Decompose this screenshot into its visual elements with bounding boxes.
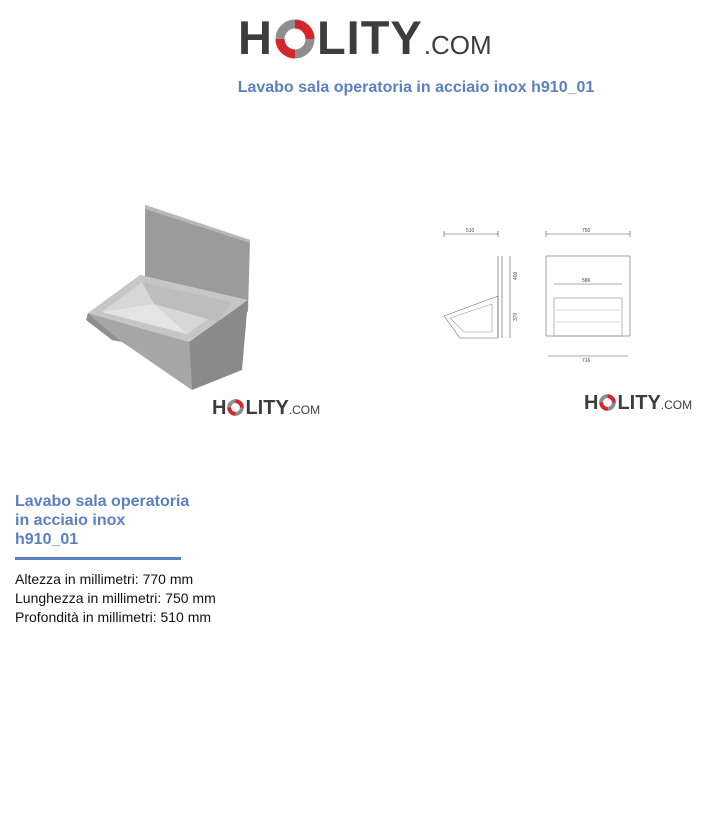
- logo-domain: .COM: [423, 30, 492, 60]
- spec-height: Altezza in millimetri: 770 mm: [15, 571, 194, 587]
- logo-domain: .COM: [660, 398, 693, 412]
- logo-ring-icon: [275, 19, 315, 59]
- dim-front-base-width: 716: [582, 358, 591, 364]
- dim-side-lower-height: 370: [513, 312, 519, 321]
- dim-front-width: 750: [582, 228, 591, 234]
- dim-front-inner-width: 586: [582, 278, 591, 284]
- technical-drawing: [436, 226, 640, 366]
- product-title-line: in acciaio inox: [15, 512, 126, 529]
- logo-letter-h: H: [584, 392, 599, 414]
- logo-letters: LITY: [316, 11, 423, 64]
- title-underline: [15, 557, 181, 560]
- logo-letter-h: H: [212, 397, 227, 419]
- logo-letters: LITY: [617, 392, 661, 414]
- dim-side-upper-height: 400: [513, 271, 519, 280]
- dim-side-width: 510: [466, 228, 475, 234]
- product-title-line: Lavabo sala operatoria: [15, 493, 190, 510]
- product-title-line: h910_01: [15, 531, 79, 548]
- logo-letters: LITY: [245, 397, 289, 419]
- logo-letter-h: H: [238, 11, 273, 64]
- drawing-watermark-logo: [584, 392, 692, 414]
- product-details: [15, 492, 315, 627]
- logo-domain: .COM: [288, 403, 321, 417]
- holity-logo[interactable]: [238, 12, 492, 64]
- product-photo: [82, 200, 260, 400]
- spec-depth: Profondità in millimetri: 510 mm: [15, 609, 212, 625]
- photo-watermark-logo: [212, 397, 320, 419]
- page-title: Lavabo sala operatoria in acciaio inox h910_01: [237, 79, 595, 96]
- product-title: [15, 492, 315, 549]
- logo-ring-icon: [227, 399, 244, 416]
- spec-length: Lunghezza in millimetri: 750 mm: [15, 590, 216, 606]
- logo-ring-icon: [599, 394, 616, 411]
